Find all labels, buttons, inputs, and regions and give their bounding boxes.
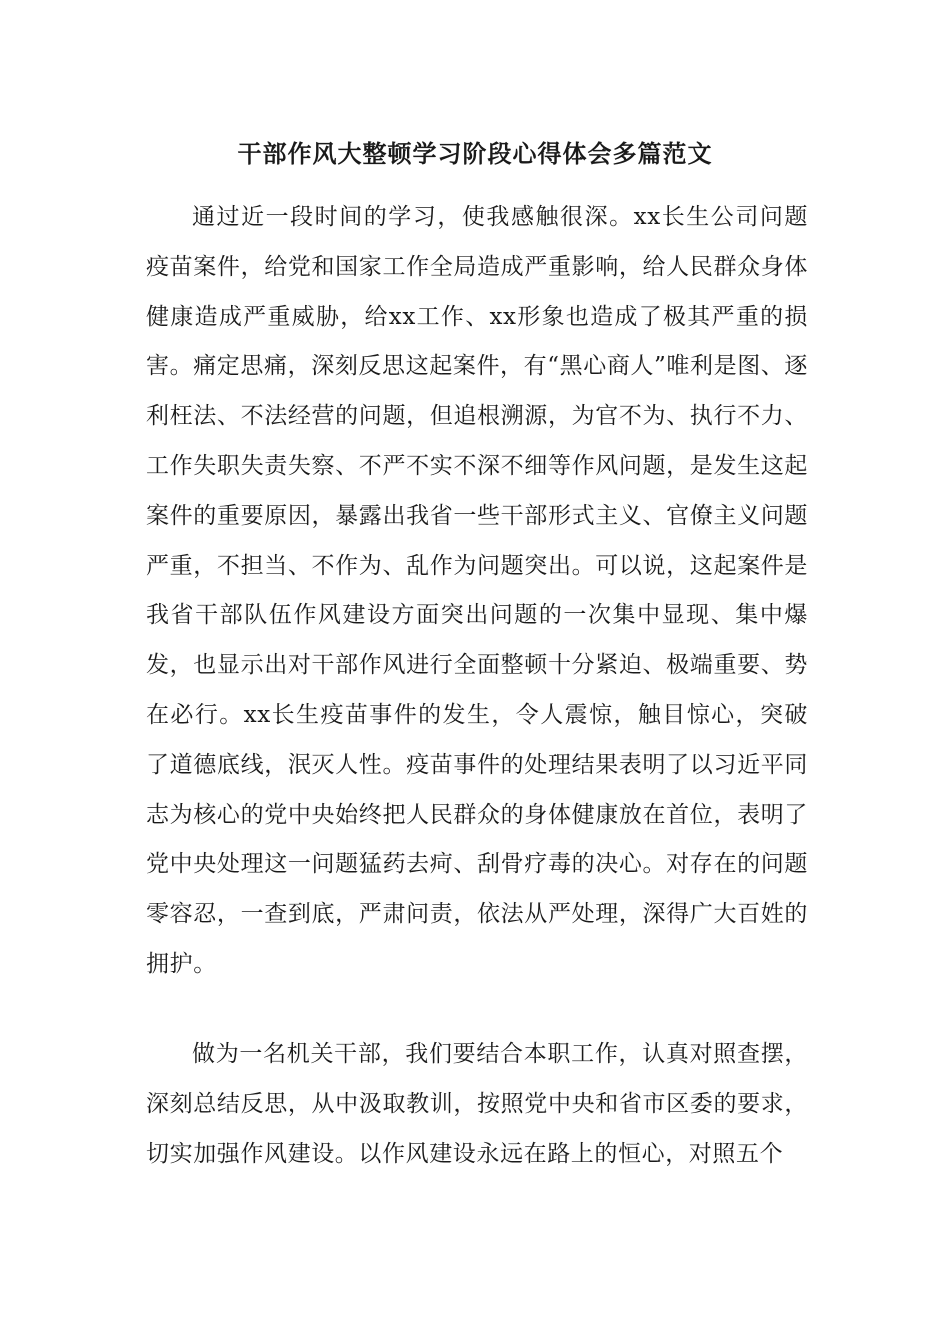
paragraph-1: 通过近一段时间的学习，使我感触很深。xx长生公司问题疫苗案件，给党和国家工作全局造成严重影响，给人民群众身体健康造成严重威胁，给xx工作、xx形象也造成了极其严重的损害。痛定思痛，深刻反思这起案件，有“黑心商人”唯利是图、逐利枉法、不法经营的问题，但追根溯源，为官不为、执行不力、工作失职失责失察、不严不实不深不细等作风问题，是发生这起案件的重要原因，暴露出我省一些干部形式主义、官僚主义问题严重，不担当、不作为、乱作为问题突出。可以说，这起案件是我省干部队伍作风建设方面突出问题的一次集中显现、集中爆发，也显示出对干部作风进行全面整顿十分紧迫、极端重要、势在必行。xx长生疫苗事件的发生，令人震惊，触目惊心，突破了道德底线，泯灭人性。疫苗事件的处理结果表明了以习近平同志为核心的党中央始终把人民群众的身体健康放在首位，表明了党中央处理这一问题猛药去疴、刮骨疗毒的决心。对存在的问题零容忍，一查到底，严肃问责，依法从严处理，深得广大百姓的拥护。 (146, 204, 808, 977)
document-title: 干部作风大整顿学习阶段心得体会多篇范文 (237, 140, 713, 168)
paragraph-2: 做为一名机关干部，我们要结合本职工作，认真对照查摆，深刻总结反思，从中汲取教训，按照党中央和省市区委的要求，切实加强作风建设。以作风建设永远在路上的恒心，对照五个 (146, 1041, 808, 1167)
